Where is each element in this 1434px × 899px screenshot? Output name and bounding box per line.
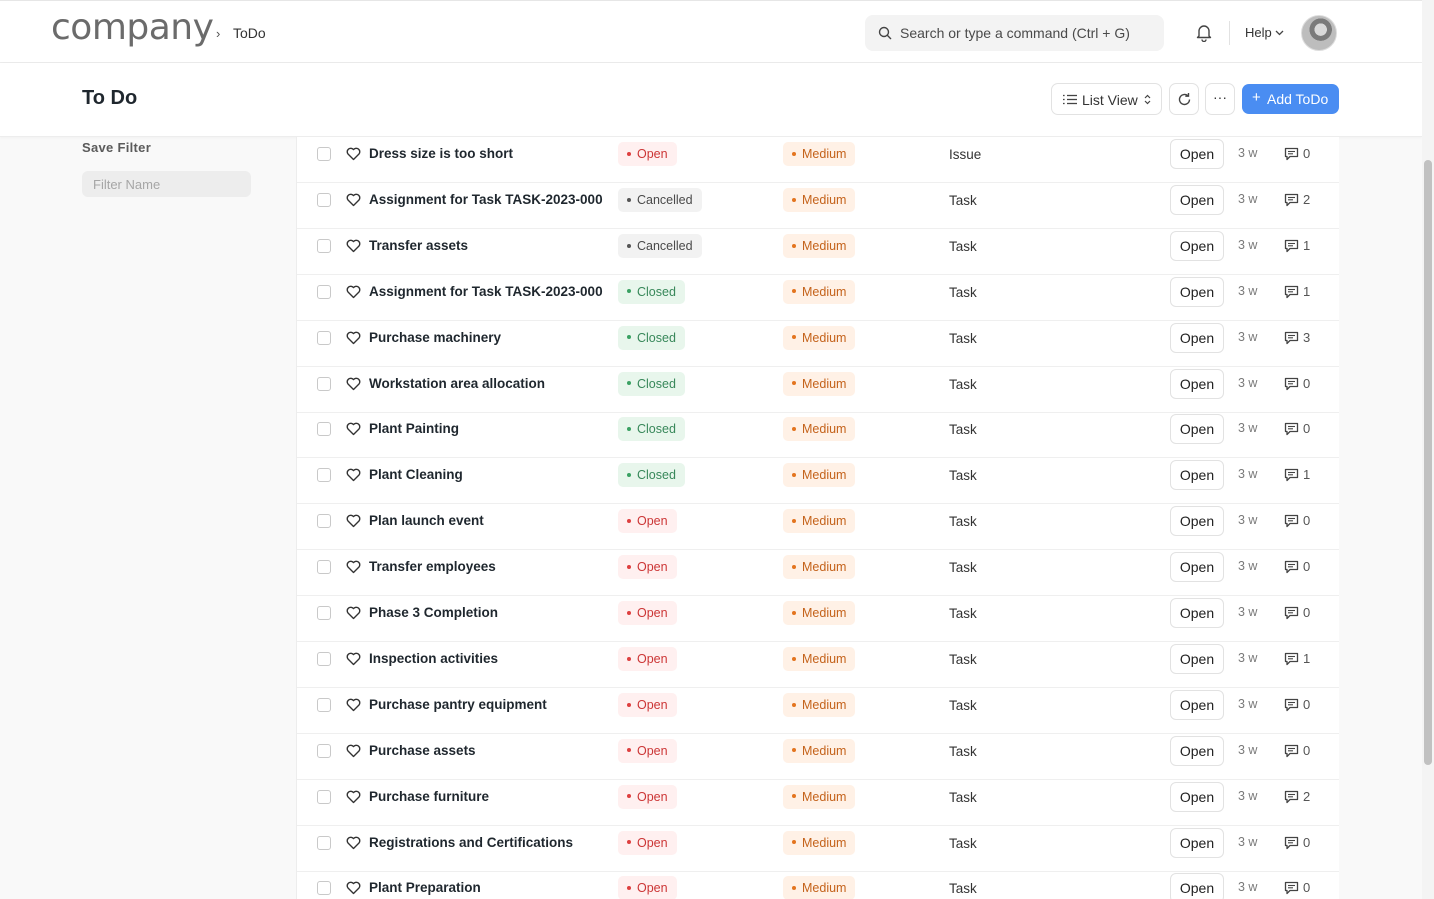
status-label: Open bbox=[637, 147, 668, 161]
priority-badge bbox=[783, 372, 855, 396]
comment-icon bbox=[1284, 377, 1299, 396]
status-label: Cancelled bbox=[637, 238, 693, 253]
priority-badge bbox=[783, 142, 855, 166]
open-button[interactable]: Open bbox=[1170, 552, 1224, 582]
priority-label: Medium bbox=[802, 789, 847, 804]
priority-dot-icon bbox=[792, 565, 796, 569]
table-row[interactable] bbox=[297, 688, 1339, 734]
priority-dot-icon bbox=[792, 840, 796, 844]
priority-dot-icon bbox=[792, 152, 796, 156]
table-row[interactable] bbox=[297, 734, 1339, 780]
open-button[interactable]: Open bbox=[1170, 506, 1224, 536]
priority-label: Medium bbox=[802, 514, 847, 529]
filter-name-input[interactable] bbox=[82, 171, 251, 197]
comment-icon bbox=[1284, 881, 1299, 899]
priority-badge bbox=[783, 876, 855, 899]
priority-label: Medium bbox=[802, 560, 847, 575]
heart-like-icon[interactable] bbox=[346, 514, 361, 533]
table-row[interactable] bbox=[297, 367, 1339, 413]
row-checkbox[interactable] bbox=[317, 377, 331, 391]
refresh-button[interactable] bbox=[1169, 83, 1199, 115]
status-dot-icon bbox=[627, 289, 631, 293]
priority-label: Medium bbox=[802, 192, 847, 207]
row-checkbox[interactable] bbox=[317, 606, 331, 620]
priority-label: Medium bbox=[802, 651, 847, 666]
row-checkbox[interactable] bbox=[317, 331, 331, 345]
status-badge bbox=[618, 188, 702, 212]
status-badge bbox=[618, 647, 677, 671]
modified-age: 3 w bbox=[1238, 559, 1258, 574]
status-badge bbox=[618, 601, 677, 625]
open-button[interactable]: Open bbox=[1170, 644, 1224, 674]
refresh-icon bbox=[1177, 92, 1192, 107]
reference-type: Task bbox=[949, 514, 977, 530]
priority-label: Medium bbox=[802, 881, 847, 896]
priority-label: Medium bbox=[802, 468, 847, 483]
heart-like-icon[interactable] bbox=[346, 560, 361, 579]
open-button[interactable]: Open bbox=[1170, 414, 1224, 444]
comment-icon bbox=[1284, 193, 1299, 212]
notification-bell-icon[interactable] bbox=[1195, 23, 1213, 42]
open-button[interactable]: Open bbox=[1170, 828, 1224, 858]
list-view-label: List View bbox=[1082, 92, 1138, 108]
priority-badge bbox=[783, 234, 855, 258]
reference-type: Task bbox=[949, 284, 977, 300]
open-button[interactable]: Open bbox=[1170, 185, 1224, 215]
status-dot-icon bbox=[627, 886, 631, 890]
status-dot-icon bbox=[627, 244, 631, 248]
priority-dot-icon bbox=[792, 886, 796, 890]
status-badge bbox=[618, 785, 677, 809]
priority-badge bbox=[783, 555, 855, 579]
priority-dot-icon bbox=[792, 703, 796, 707]
status-badge bbox=[618, 463, 685, 487]
modified-age: 3 w bbox=[1238, 375, 1258, 390]
comment-icon bbox=[1284, 285, 1299, 304]
comment-count: 0 bbox=[1303, 146, 1311, 161]
status-label: Open bbox=[637, 697, 668, 712]
status-label: Open bbox=[637, 881, 668, 896]
status-label: Open bbox=[637, 606, 668, 620]
table-row[interactable] bbox=[297, 504, 1339, 550]
todo-title[interactable]: Transfer assets bbox=[369, 237, 469, 253]
comment-icon bbox=[1284, 468, 1299, 487]
comment-count: 1 bbox=[1303, 650, 1311, 666]
comment-icon bbox=[1284, 698, 1299, 717]
page-title: To Do bbox=[82, 87, 138, 109]
status-badge bbox=[618, 509, 677, 533]
status-label: Open bbox=[637, 651, 668, 666]
comment-count: 1 bbox=[1303, 283, 1311, 299]
status-label: Open bbox=[637, 789, 668, 804]
heart-like-icon[interactable] bbox=[346, 422, 361, 441]
status-badge bbox=[618, 326, 685, 350]
status-dot-icon bbox=[627, 473, 631, 477]
comment-icon bbox=[1284, 836, 1299, 855]
comment-icon bbox=[1284, 652, 1299, 671]
row-checkbox[interactable] bbox=[317, 514, 331, 528]
modified-age: 3 w bbox=[1238, 742, 1258, 757]
reference-type: Task bbox=[949, 238, 977, 254]
priority-dot-icon bbox=[792, 427, 796, 431]
priority-dot-icon bbox=[792, 519, 796, 523]
status-badge bbox=[618, 693, 677, 717]
status-label: Open bbox=[637, 743, 668, 758]
status-badge bbox=[618, 739, 677, 763]
heart-like-icon[interactable] bbox=[346, 377, 361, 396]
priority-badge bbox=[783, 188, 855, 212]
reference-type: Task bbox=[949, 606, 977, 621]
company-logo[interactable]: company bbox=[51, 7, 214, 48]
comment-icon bbox=[1284, 744, 1299, 763]
plus-icon: + bbox=[1252, 89, 1261, 106]
save-filter-heading: Save Filter bbox=[82, 140, 152, 155]
add-todo-button[interactable] bbox=[1242, 84, 1339, 114]
comment-icon bbox=[1284, 331, 1299, 350]
status-label: Closed bbox=[637, 376, 676, 391]
priority-dot-icon bbox=[792, 473, 796, 477]
table-row[interactable] bbox=[297, 275, 1339, 321]
row-checkbox[interactable] bbox=[317, 193, 331, 207]
status-dot-icon bbox=[627, 198, 631, 202]
row-checkbox[interactable] bbox=[317, 285, 331, 299]
navbar bbox=[0, 0, 1422, 63]
breadcrumb-chevron-icon: › bbox=[216, 26, 221, 41]
open-button[interactable]: Open bbox=[1170, 139, 1224, 169]
comment-count: 0 bbox=[1303, 559, 1311, 575]
modified-age: 3 w bbox=[1238, 513, 1258, 528]
heart-like-icon[interactable] bbox=[346, 698, 361, 717]
user-avatar[interactable] bbox=[1301, 15, 1337, 51]
todo-title[interactable]: Transfer employees bbox=[369, 559, 496, 575]
status-dot-icon bbox=[627, 152, 631, 156]
reference-type: Task bbox=[949, 697, 977, 713]
status-dot-icon bbox=[627, 427, 631, 431]
open-button[interactable]: Open bbox=[1170, 323, 1224, 353]
open-button[interactable]: Open bbox=[1170, 231, 1224, 261]
priority-badge bbox=[783, 601, 855, 625]
priority-dot-icon bbox=[792, 657, 796, 661]
status-dot-icon bbox=[627, 794, 631, 798]
comment-count: 0 bbox=[1303, 834, 1311, 850]
todo-title[interactable]: Assignment for Task TASK-2023-000 bbox=[369, 283, 603, 299]
scrollbar-thumb[interactable] bbox=[1424, 160, 1432, 765]
status-label: Closed bbox=[637, 422, 676, 437]
priority-badge bbox=[783, 463, 855, 487]
todo-title[interactable]: Purchase furniture bbox=[369, 788, 490, 804]
priority-badge bbox=[783, 831, 855, 855]
row-checkbox[interactable] bbox=[317, 744, 331, 758]
heart-like-icon[interactable] bbox=[346, 147, 361, 166]
open-button[interactable]: Open bbox=[1170, 460, 1224, 490]
row-checkbox[interactable] bbox=[317, 881, 331, 895]
comment-icon bbox=[1284, 422, 1299, 441]
reference-type: Task bbox=[949, 743, 977, 759]
table-row[interactable] bbox=[297, 780, 1339, 826]
todo-title[interactable]: Purchase machinery bbox=[369, 329, 502, 345]
priority-dot-icon bbox=[792, 244, 796, 248]
status-dot-icon bbox=[627, 519, 631, 523]
open-button[interactable]: Open bbox=[1170, 736, 1224, 766]
todo-title[interactable]: Registrations and Certifications bbox=[369, 834, 574, 850]
modified-age: 3 w bbox=[1238, 467, 1258, 482]
priority-label: Medium bbox=[802, 606, 847, 620]
help-menu[interactable]: Help bbox=[1245, 25, 1272, 40]
list-icon bbox=[1063, 94, 1077, 105]
status-dot-icon bbox=[627, 565, 631, 569]
modified-age: 3 w bbox=[1238, 605, 1258, 619]
status-dot-icon bbox=[627, 840, 631, 844]
todo-title[interactable]: Workstation area allocation bbox=[369, 375, 546, 391]
comment-icon bbox=[1284, 514, 1299, 533]
heart-like-icon[interactable] bbox=[346, 285, 361, 304]
comment-count: 1 bbox=[1303, 467, 1311, 483]
open-button[interactable]: Open bbox=[1170, 277, 1224, 307]
navbar-divider bbox=[1229, 21, 1230, 45]
status-badge bbox=[618, 234, 702, 258]
table-row[interactable] bbox=[297, 229, 1339, 275]
row-checkbox[interactable] bbox=[317, 836, 331, 850]
status-badge bbox=[618, 142, 677, 166]
priority-label: Medium bbox=[802, 376, 847, 391]
heart-like-icon[interactable] bbox=[346, 881, 361, 899]
search-icon bbox=[878, 26, 892, 40]
heart-like-icon[interactable] bbox=[346, 193, 361, 212]
heart-like-icon[interactable] bbox=[346, 331, 361, 350]
priority-badge bbox=[783, 326, 855, 350]
comment-icon bbox=[1284, 790, 1299, 809]
page-header bbox=[0, 63, 1422, 137]
table-row[interactable] bbox=[297, 458, 1339, 504]
comment-count: 0 bbox=[1303, 696, 1311, 712]
priority-label: Medium bbox=[802, 835, 847, 850]
priority-dot-icon bbox=[792, 381, 796, 385]
todo-title[interactable]: Plan launch event bbox=[369, 513, 484, 529]
status-badge bbox=[618, 831, 677, 855]
search-input[interactable] bbox=[900, 23, 1155, 43]
modified-age: 3 w bbox=[1238, 146, 1258, 160]
priority-dot-icon bbox=[792, 335, 796, 339]
row-checkbox[interactable] bbox=[317, 698, 331, 712]
more-options-button[interactable]: ··· bbox=[1205, 83, 1235, 115]
comment-count: 0 bbox=[1303, 421, 1311, 437]
todo-list bbox=[296, 137, 1339, 899]
reference-type: Task bbox=[949, 835, 977, 851]
table-row[interactable] bbox=[297, 871, 1339, 899]
status-label: Closed bbox=[637, 468, 676, 483]
list-view-button[interactable] bbox=[1051, 83, 1162, 115]
reference-type: Task bbox=[949, 789, 977, 805]
reference-type: Issue bbox=[949, 147, 982, 162]
row-checkbox[interactable] bbox=[317, 790, 331, 804]
breadcrumb-todo[interactable]: ToDo bbox=[233, 25, 266, 41]
status-badge bbox=[618, 417, 685, 441]
todo-title[interactable]: Phase 3 Completion bbox=[369, 605, 499, 620]
search-bar[interactable] bbox=[865, 15, 1164, 51]
status-label: Cancelled bbox=[637, 192, 693, 207]
heart-like-icon[interactable] bbox=[346, 468, 361, 487]
open-button[interactable]: Open bbox=[1170, 690, 1224, 720]
modified-age: 3 w bbox=[1238, 880, 1258, 895]
table-row[interactable] bbox=[297, 137, 1339, 183]
status-badge bbox=[618, 876, 677, 899]
modified-age: 3 w bbox=[1238, 650, 1258, 665]
todo-title[interactable]: Inspection activities bbox=[369, 650, 499, 666]
row-checkbox[interactable] bbox=[317, 652, 331, 666]
priority-label: Medium bbox=[802, 697, 847, 712]
reference-type: Task bbox=[949, 468, 977, 484]
modified-age: 3 w bbox=[1238, 237, 1258, 252]
chevron-down-icon[interactable] bbox=[1275, 30, 1284, 36]
modified-age: 3 w bbox=[1238, 191, 1258, 206]
reference-type: Task bbox=[949, 881, 977, 897]
todo-title[interactable]: Dress size is too short bbox=[369, 146, 514, 161]
todo-title[interactable]: Plant Painting bbox=[369, 421, 460, 437]
row-checkbox[interactable] bbox=[317, 468, 331, 482]
comment-count: 0 bbox=[1303, 880, 1311, 896]
status-badge bbox=[618, 555, 677, 579]
modified-age: 3 w bbox=[1238, 834, 1258, 849]
comment-count: 1 bbox=[1303, 237, 1311, 253]
comment-icon bbox=[1284, 239, 1299, 258]
reference-type: Task bbox=[949, 376, 977, 392]
priority-badge bbox=[783, 509, 855, 533]
priority-dot-icon bbox=[792, 198, 796, 202]
table-row[interactable] bbox=[297, 321, 1339, 367]
reference-type: Task bbox=[949, 651, 977, 667]
todo-title[interactable]: Purchase pantry equipment bbox=[369, 696, 547, 712]
reference-type: Task bbox=[949, 192, 977, 208]
comment-count: 0 bbox=[1303, 605, 1311, 620]
status-label: Open bbox=[637, 514, 668, 529]
comment-count: 0 bbox=[1303, 513, 1311, 529]
status-dot-icon bbox=[627, 335, 631, 339]
open-button[interactable]: Open bbox=[1170, 873, 1224, 899]
reference-type: Task bbox=[949, 560, 977, 576]
priority-badge bbox=[783, 693, 855, 717]
comment-count: 2 bbox=[1303, 191, 1311, 207]
heart-like-icon[interactable] bbox=[346, 606, 361, 625]
priority-label: Medium bbox=[802, 238, 847, 253]
heart-like-icon[interactable] bbox=[346, 744, 361, 763]
modified-age: 3 w bbox=[1238, 421, 1258, 436]
row-checkbox[interactable] bbox=[317, 147, 331, 161]
table-row[interactable] bbox=[297, 596, 1339, 642]
todo-title[interactable]: Plant Preparation bbox=[369, 880, 481, 896]
priority-label: Medium bbox=[802, 422, 847, 437]
priority-label: Medium bbox=[802, 743, 847, 758]
todo-title[interactable]: Plant Cleaning bbox=[369, 467, 463, 483]
comment-icon bbox=[1284, 147, 1299, 166]
status-label: Closed bbox=[637, 284, 676, 299]
priority-label: Medium bbox=[802, 330, 847, 345]
reference-type: Task bbox=[949, 422, 977, 438]
table-row[interactable] bbox=[297, 412, 1339, 458]
table-row[interactable] bbox=[297, 826, 1339, 872]
open-button[interactable]: Open bbox=[1170, 369, 1224, 399]
status-dot-icon bbox=[627, 748, 631, 752]
row-checkbox[interactable] bbox=[317, 422, 331, 436]
priority-badge bbox=[783, 647, 855, 671]
status-dot-icon bbox=[627, 657, 631, 661]
comment-count: 3 bbox=[1303, 329, 1311, 345]
priority-label: Medium bbox=[802, 147, 847, 161]
modified-age: 3 w bbox=[1238, 329, 1258, 344]
status-dot-icon bbox=[627, 611, 631, 615]
priority-dot-icon bbox=[792, 794, 796, 798]
status-label: Open bbox=[637, 560, 668, 575]
row-checkbox[interactable] bbox=[317, 239, 331, 253]
modified-age: 3 w bbox=[1238, 283, 1258, 298]
todo-title[interactable]: Purchase assets bbox=[369, 742, 476, 758]
priority-badge bbox=[783, 280, 855, 304]
status-badge bbox=[618, 372, 685, 396]
priority-dot-icon bbox=[792, 289, 796, 293]
table-row[interactable] bbox=[297, 642, 1339, 688]
comment-count: 2 bbox=[1303, 788, 1311, 804]
heart-like-icon[interactable] bbox=[346, 836, 361, 855]
open-button[interactable]: Open bbox=[1170, 782, 1224, 812]
heart-like-icon[interactable] bbox=[346, 790, 361, 809]
heart-like-icon[interactable] bbox=[346, 239, 361, 258]
status-badge bbox=[618, 280, 685, 304]
comment-icon bbox=[1284, 560, 1299, 579]
priority-dot-icon bbox=[792, 611, 796, 615]
sort-updown-icon bbox=[1144, 94, 1151, 105]
todo-title[interactable]: Assignment for Task TASK-2023-000 bbox=[369, 191, 603, 207]
add-todo-label: Add ToDo bbox=[1267, 91, 1329, 107]
status-dot-icon bbox=[627, 703, 631, 707]
status-label: Closed bbox=[637, 330, 676, 345]
reference-type: Task bbox=[949, 330, 977, 346]
priority-badge bbox=[783, 417, 855, 441]
priority-label: Medium bbox=[802, 284, 847, 299]
open-button[interactable]: Open bbox=[1170, 598, 1224, 628]
modified-age: 3 w bbox=[1238, 696, 1258, 711]
table-row[interactable] bbox=[297, 183, 1339, 229]
comment-count: 0 bbox=[1303, 375, 1311, 391]
priority-badge bbox=[783, 739, 855, 763]
modified-age: 3 w bbox=[1238, 788, 1258, 803]
status-dot-icon bbox=[627, 381, 631, 385]
comment-icon bbox=[1284, 606, 1299, 625]
priority-badge bbox=[783, 785, 855, 809]
status-label: Open bbox=[637, 835, 668, 850]
row-checkbox[interactable] bbox=[317, 560, 331, 574]
heart-like-icon[interactable] bbox=[346, 652, 361, 671]
table-row[interactable] bbox=[297, 550, 1339, 596]
comment-count: 0 bbox=[1303, 742, 1311, 758]
priority-dot-icon bbox=[792, 748, 796, 752]
